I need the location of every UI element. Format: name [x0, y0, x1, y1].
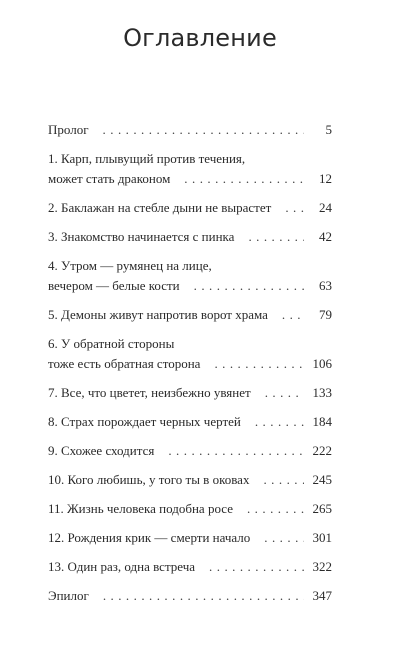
toc-page-number: 184 [312, 414, 332, 429]
toc-entry[interactable] [48, 120, 332, 140]
toc-page-number: 265 [312, 501, 332, 516]
toc-page-number: 133 [312, 385, 332, 400]
toc-page-number: 5 [325, 122, 332, 137]
toc-entry[interactable] [48, 256, 332, 296]
toc-page-number: 79 [319, 307, 332, 322]
toc-entry-line [48, 441, 332, 461]
toc-entry-line [48, 198, 332, 218]
toc-entry[interactable] [48, 586, 332, 606]
toc-entry[interactable] [48, 470, 332, 490]
toc-page-number: 301 [312, 530, 332, 545]
toc-entry-title: 2. Баклажан на стебле дыни не вырастет [48, 200, 272, 215]
table-of-contents [48, 120, 332, 606]
toc-entry-line [48, 149, 332, 169]
toc-entry[interactable] [48, 198, 332, 218]
toc-page-number: 222 [312, 443, 332, 458]
toc-page-number: 106 [312, 356, 332, 371]
toc-entry[interactable] [48, 499, 332, 519]
toc-entry[interactable] [48, 441, 332, 461]
toc-entry-line [48, 305, 332, 325]
toc-entry-title: 8. Страх порождает черных чертей [48, 414, 241, 429]
toc-page-number: 42 [319, 229, 332, 244]
toc-entry-title: 5. Демоны живут напротив ворот храма [48, 307, 268, 322]
toc-entry-title: 4. Утром — румянец на лице, [48, 258, 212, 273]
toc-entry-line [48, 256, 332, 276]
toc-page-number: 347 [312, 588, 332, 603]
toc-entry-line [48, 120, 332, 140]
toc-entry-title: Пролог [48, 122, 89, 137]
toc-entry-title: вечером — белые кости [48, 278, 180, 293]
toc-entry-title: 12. Рождения крик — смерти начало [48, 530, 251, 545]
toc-entry-line [48, 276, 332, 296]
toc-entry-title: может стать драконом [48, 171, 171, 186]
dot-leader [184, 169, 304, 189]
toc-entry-line [48, 470, 332, 490]
toc-entry-line [48, 383, 332, 403]
toc-page-number: 322 [312, 559, 332, 574]
toc-entry[interactable] [48, 383, 332, 403]
page-title: Оглавление [123, 24, 277, 52]
toc-entry[interactable] [48, 557, 332, 577]
dot-leader [285, 198, 304, 218]
dot-leader [214, 354, 304, 374]
toc-entry-title: 1. Карп, плывущий против течения, [48, 151, 246, 166]
toc-entry-line [48, 412, 332, 432]
toc-page-number: 12 [319, 171, 332, 186]
dot-leader [168, 441, 304, 461]
dot-leader [263, 470, 304, 490]
toc-page-number: 245 [312, 472, 332, 487]
toc-entry-line [48, 334, 332, 354]
toc-entry-title: 9. Схожее сходится [48, 443, 155, 458]
dot-leader [247, 499, 304, 519]
dot-leader [282, 305, 304, 325]
toc-entry-title: 13. Один раз, одна встреча [48, 559, 196, 574]
toc-entry[interactable] [48, 305, 332, 325]
dot-leader [209, 557, 304, 577]
toc-entry-line [48, 528, 332, 548]
toc-page-number: 24 [319, 200, 332, 215]
dot-leader [103, 120, 304, 140]
toc-entry[interactable] [48, 528, 332, 548]
dot-leader [103, 586, 304, 606]
toc-entry[interactable] [48, 334, 332, 374]
dot-leader [265, 383, 304, 403]
toc-entry-title: 10. Кого любишь, у того ты в оковах [48, 472, 250, 487]
toc-entry-title: 6. У обратной стороны [48, 336, 175, 351]
dot-leader [194, 276, 304, 296]
toc-entry-title: тоже есть обратная сторона [48, 356, 201, 371]
toc-entry-line [48, 499, 332, 519]
toc-entry-line [48, 227, 332, 247]
toc-entry-line [48, 354, 332, 374]
toc-entry-title: 7. Все, что цветет, неизбежно увянет [48, 385, 251, 400]
toc-entry-title: Эпилог [48, 588, 89, 603]
toc-entry[interactable] [48, 412, 332, 432]
toc-entry[interactable] [48, 149, 332, 189]
toc-entry-title: 3. Знакомство начинается с пинка [48, 229, 235, 244]
toc-page-number: 63 [319, 278, 332, 293]
toc-entry-line [48, 586, 332, 606]
toc-entry[interactable] [48, 227, 332, 247]
dot-leader [248, 227, 304, 247]
toc-entry-line [48, 169, 332, 189]
toc-entry-line [48, 557, 332, 577]
dot-leader [264, 528, 304, 548]
toc-entry-title: 11. Жизнь человека подобна росе [48, 501, 233, 516]
dot-leader [255, 412, 304, 432]
